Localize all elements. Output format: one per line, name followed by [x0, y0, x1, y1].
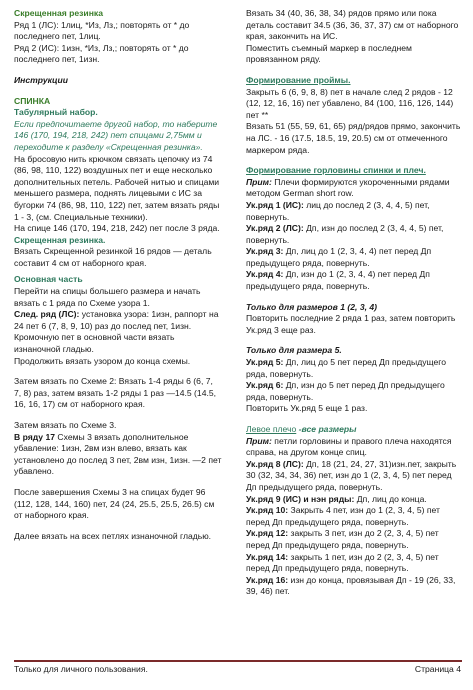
short-row-14: [246, 552, 462, 575]
ls-note-text: петли горловины и правого плеча находятся справа, на другом конце спиц.: [246, 435, 452, 458]
main-part-text: Перейти на спицы большего размера и начать вязать с 1 ряда по Схеме узора 1.: [14, 286, 201, 308]
tabular-title: Табулярный набор.: [14, 107, 98, 118]
continue-text: Продолжить вязать узором до конца схемы.: [14, 355, 191, 366]
ls-note-label: Прим:: [246, 435, 272, 446]
short-row-3: [246, 246, 462, 269]
neck-note-text: Плечи формируются укороченными рядами методом German short row.: [246, 176, 450, 199]
short-row-5: [246, 357, 462, 380]
row-17-label: В ряду 17: [14, 431, 56, 442]
neck-note-label: Прим:: [246, 176, 272, 187]
short-row-16-label: Ук.ряд 16:: [246, 574, 289, 585]
after-scheme-3: После завершения Схемы 3 на спицах будет 96 (112, 128, 144, 160) пет, 24 (24, 25.5, 25.5, 26.5) см от наборного края.: [14, 486, 215, 521]
sizes-123-text: Повторить последние 2 ряда 1 раз, затем повторить Ук.ряд 3 еще раз.: [246, 313, 456, 335]
short-row-9-label: Ук.ряд 9 (ИС) и нэн ряды:: [246, 493, 355, 504]
left-shoulder-title: Левое плечо: [246, 424, 297, 434]
short-row-5-text: Дп, лиц до 5 пет перед Дп предыдущего ряда, повернуть.: [246, 357, 446, 379]
short-row-12-label: Ук.ряд 12:: [246, 528, 289, 539]
short-row-10-label: Ук.ряд 10:: [246, 505, 289, 516]
short-row-2-label: Ук.ряд 2 (ЛС):: [246, 223, 304, 234]
short-row-6-text: Дп, изн до 5 пет перед Дп предыдущего ряда, повернуть.: [246, 380, 445, 402]
next-row: [14, 309, 222, 355]
footer-note: Только для личного пользования.: [14, 664, 148, 674]
short-row-9-text: Дп, лиц до конца.: [354, 493, 427, 504]
page-number: Страница 4: [414, 664, 461, 674]
next-row-text: установка узора: 1изн, раппорт на 24 пет 6 (7, 8, 9, 10) раз до послед пет, 1изн. Кромочную пет в основной части вязать изнаночной гладью.: [14, 309, 219, 355]
left-shoulder-note: [246, 436, 462, 459]
rib-section-title: Скрещенная резинка.: [14, 234, 106, 245]
short-row-10-text: Закрыть 4 пет, изн до 1 (2, 3, 4, 5) пет перед Дп предыдущего ряда, повернуть.: [246, 505, 440, 527]
short-row-1: [246, 200, 462, 223]
short-row-5-label: Ук.ряд 5:: [246, 357, 284, 368]
marker-text: Поместить съемный маркер в последнем провязанном ряду.: [246, 42, 412, 65]
rib-row-1: [14, 20, 222, 43]
rib-row-1-text: Ряд 1 (ЛС): 1лиц, *Из, Лз,; повторять от * до последнего пет, 1лиц.: [14, 19, 190, 42]
tabular-note: Если предпочитаете другой набор, то наберите 146 (170, 194, 218, 242) пет спицами 2,75мм и переходите к разделу «Скрещенная резинка».: [14, 118, 218, 152]
scheme-3-text: Затем вязать по Схеме 3.: [14, 420, 117, 430]
short-row-14-label: Ук.ряд 14:: [246, 551, 289, 562]
purl-text: Далее вязать на всех петлях изнаночной гладью.: [14, 530, 212, 541]
scheme-2-text: Затем вязать по Схеме 2: Вязать 1-4 ряды 6 (6, 7, 7, 8) раз, затем вязать 1-2 ряды 1 раз —14.5 (14.5, 16, 16, 17) см от наборного края.: [14, 376, 217, 410]
right-intro: Вязать 34 (40, 36, 38, 34) рядов прямо или пока деталь составит 34.5 (36, 36, 37, 37) см от наборного края, закончить на ИС.: [246, 8, 459, 42]
short-row-9: [246, 494, 462, 506]
short-row-8: [246, 459, 462, 494]
left-shoulder-sizes: -все размеры: [296, 424, 357, 434]
rib-title: Скрещенная резинка: [14, 8, 103, 18]
size-5-title: Только для размера 5.: [246, 345, 342, 356]
short-row-1-text: лиц до послед 2 (3, 4, 4, 5) пет, повернуть.: [246, 199, 430, 222]
row-17: [14, 432, 222, 478]
armhole-text: Закрыть 6 (6, 9, 8, 8) пет в начале след 2 рядов - 12 (12, 12, 16, 16) пет убавлено, 84 (100, 116, 126, 144) пет **: [246, 86, 454, 120]
instructions-title: Инструкции: [14, 74, 69, 85]
footer-divider: [14, 660, 462, 662]
cast-on-text-2: На спице 146 (170, 194, 218, 242) пет после 3 ряда.: [14, 223, 220, 234]
short-row-4-label: Ук.ряд 4:: [246, 269, 284, 280]
short-row-10: [246, 505, 462, 528]
short-row-8-label: Ук.ряд 8 (ЛС):: [246, 458, 304, 469]
right-column: [246, 8, 462, 598]
short-row-repeat: Повторить Ук.ряд 5 еще 1 раз.: [246, 403, 368, 414]
short-row-3-label: Ук.ряд 3:: [246, 246, 284, 257]
armhole-text-2: Вязать 51 (55, 59, 61, 65) ряд/рядов прямо, закончить на ЛС. - 16 (17.5, 18.5, 19, 20.5) см от отмеченного маркером ряда.: [246, 121, 461, 155]
short-row-2-text: Дп, изн до послед 2 (3, 4, 4, 5) пет, повернуть.: [246, 223, 444, 245]
short-row-3-text: Дп, лиц до 1 (2, 3, 4, 4) пет перед Дп предыдущего ряда, повернуть.: [246, 246, 432, 268]
short-row-14-text: закрыть 1 пет, изн до 2 (2, 3, 4, 5) пет перед Дп предыдущего ряда, повернуть.: [246, 551, 439, 574]
short-row-6-label: Ук.ряд 6:: [246, 380, 284, 391]
main-part-title: Основная часть: [14, 274, 83, 285]
short-row-8-text: Дп, 18 (21, 24, 27, 31)изн.пет, закрыть 30 (32, 34, 34, 36) пет, изн до 1 (2, 3, 4, 5) пет перед Дп предыдущего ряда, повернуть.: [246, 458, 457, 492]
short-row-16: [246, 575, 462, 598]
row-17-text: Схемы 3 вязать дополнительное убавление: 1изн, 2вм изн влево, вязать как установлено до послед 3 пет, 2вм изн, 1изн. —2 пет убавлено.: [14, 431, 222, 477]
rib-row-2-text: Ряд 2 (ИС): 1изн, *Из, Лз,; повторять от * до последнего пет, 1изн.: [14, 42, 189, 65]
short-row-2: [246, 223, 462, 246]
next-row-label: След. ряд (ЛС):: [14, 309, 80, 320]
short-row-16-text: изн до конца, провязывая Дп - 19 (26, 33, 39, 46) пет.: [246, 574, 456, 597]
short-row-1-label: Ук.ряд 1 (ИС):: [246, 199, 304, 210]
back-title: СПИНКА: [14, 95, 51, 106]
sizes-123-title: Только для размеров 1 (2, 3, 4): [246, 301, 378, 312]
rib-row-2: [14, 43, 222, 66]
neck-note: [246, 177, 462, 200]
left-column: [14, 8, 222, 542]
short-row-4: [246, 269, 462, 292]
short-row-4-text: Дп, изн до 1 (2, 3, 4, 4) пет перед Дп предыдущего ряда, повернуть.: [246, 269, 430, 292]
left-shoulder-heading: [246, 424, 462, 436]
rib-section-text: Вязать Скрещенной резинкой 16 рядов — деталь составит 4 см от наборного края.: [14, 246, 212, 268]
short-row-12-text: закрыть 3 пет, изн до 2 (2, 3, 4, 5) пет перед Дп предыдущего ряда, повернуть.: [246, 528, 439, 550]
armhole-title: Формирование проймы.: [246, 74, 351, 85]
cast-on-text: На бросовую нить крючком связать цепочку из 74 (86, 98, 110, 122) воздушных пет и еще несколько дополнительных петель. Рабочей нитью и спицами меньшего размера, поднять лицевыми с ИС за бугорки 74 (86, 98, 110, 122) пет, затем вязать ряды 1 - 3, (см. Специальные техники).: [14, 153, 220, 222]
neck-title: Формирование горловины спинки и плеч.: [246, 165, 426, 176]
short-row-12: [246, 528, 462, 551]
short-row-6: [246, 380, 462, 403]
